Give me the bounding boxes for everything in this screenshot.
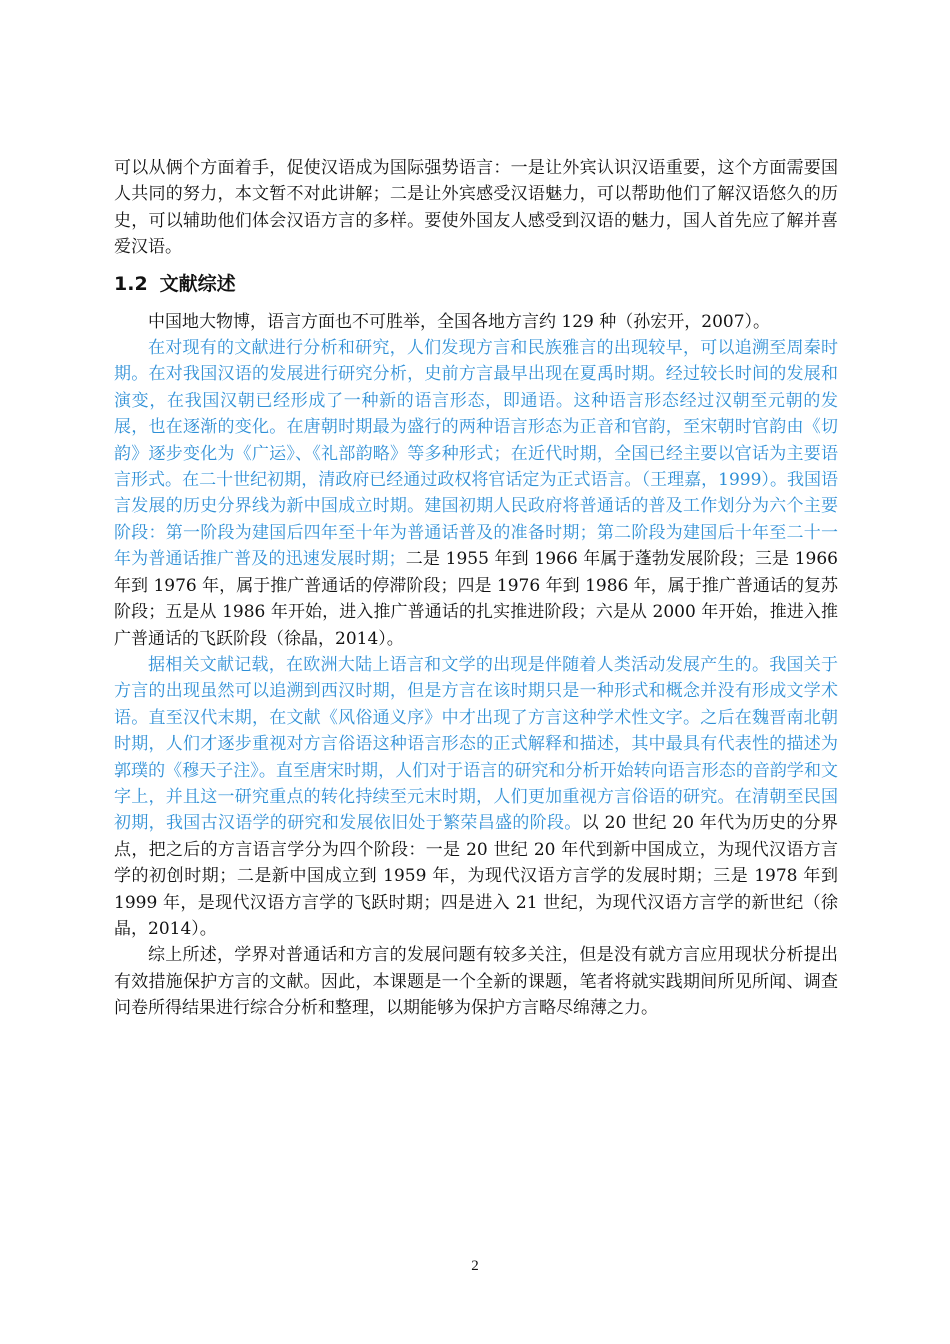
highlighted-text: 据相关文献记载，在欧洲大陆上语言和文学的出现是伴随着人类活动发展产生的。我国关于方言的出现虽然可以追溯到西汉时期，但是方言在该时期只是一种形式和概念并没有形成文学术语。直至汉代末期，在文献《风俗通义序》中才出现了方言这种学术性文字。之后在魏晋南北朝时期，人们才逐步重视对方言俗语这种语言形态的正式解释和描述，其中最具有代表性的描述为郭璞的《穆天子注》。直至唐宋时期，人们对于语言的研究和分析开始转向语言形态的音韵学和文字上，并且这一研究重点的转化持续至元末时期，人们更加重视方言俗语的研究。在清朝至民国初期，我国古汉语学的研究和发展依旧处于繁荣昌盛的阶段。 [114,654,838,834]
paragraph-dialect-count: 中国地大物博，语言方面也不可胜举，全国各地方言约 129 种（孙宏开，2007）。 [148,311,771,332]
section-number: 1.2 [114,272,148,295]
paragraph-intro-continued: 可以从俩个方面着手，促使汉语成为国际强势语言：一是让外宾认识汉语重要，这个方面需要国人共同的努力，本文暂不对此讲解；二是让外宾感受汉语魅力，可以帮助他们了解汉语悠久的历史，可以辅助他们体会汉语方言的多样。要使外国友人感受到汉语的魅力，国人首先应了解并喜爱汉语。 [114,158,838,258]
section-title: 文献综述 [159,272,236,295]
paragraph-history [114,335,838,652]
paragraph-literature [114,652,838,942]
plain-text: 以 20 世纪 20 年代为历史的分界点，把之后的方言语言学分为四个阶段：一是 20 世纪 20 年代到新中国成立，为现代汉语方言学的初创时期；二是新中国成立到 1959 年，为现代汉语方言学的发展时期；三是 1978 年到 1999 年，是现代汉语方言学的飞跃时期；四是进入 21 世纪，为现代汉语方言学的新世纪（徐晶，2014）。 [114,813,838,939]
paragraph-summary: 综上所述，学界对普通话和方言的发展问题有较多关注，但是没有就方言应用现状分析提出有效措施保护方言的文献。因此，本课题是一个全新的课题，笔者将就实践期间所见所闻、调查问卷所得结果进行综合分析和整理，以期能够为保护方言略尽绵薄之力。 [114,945,838,1019]
page-body [114,155,838,1022]
highlighted-text: 在对现有的文献进行分析和研究，人们发现方言和民族雅言的出现较早，可以追溯至周秦时期。在对我国汉语的发展进行研究分析，史前方言最早出现在夏禹时期。经过较长时间的发展和演变，在我国汉朝已经形成了一种新的语言形态，即通语。这种语言形态经过汉朝至元朝的发展，也在逐渐的变化。在唐朝时期最为盛行的两种语言形态为正音和官韵，至宋朝时官韵由《切韵》逐步变化为《广运》、《礼部韵略》等多种形式；在近代时期，全国已经主要以官话为主要语言形式。在二十世纪初期，清政府已经通过政权将官话定为正式语言。（王理嘉，1999）。我国语言发展的历史分界线为新中国成立时期。建国初期人民政府将普通话的普及工作划分为六个主要阶段：第一阶段为建国后四年至十年为普通话普及的准备时期；第二阶段为建国后十年至二十一年为普通话推广普及的迅速发展时期； [114,338,838,570]
section-heading [114,269,838,299]
plain-text: 二是 1955 年到 1966 年属于蓬勃发展阶段；三是 1966 年到 1976 年，属于推广普通话的停滞阶段；四是 1976 年到 1986 年，属于推广普通话的复苏阶段；五是从 1986 年开始，进入推广普通话的扎实推进阶段；六是从 2000 年开始，推进入推广普通话的飞跃阶段（徐晶，2014）。 [114,549,839,649]
page-number: 2 [471,1258,479,1274]
